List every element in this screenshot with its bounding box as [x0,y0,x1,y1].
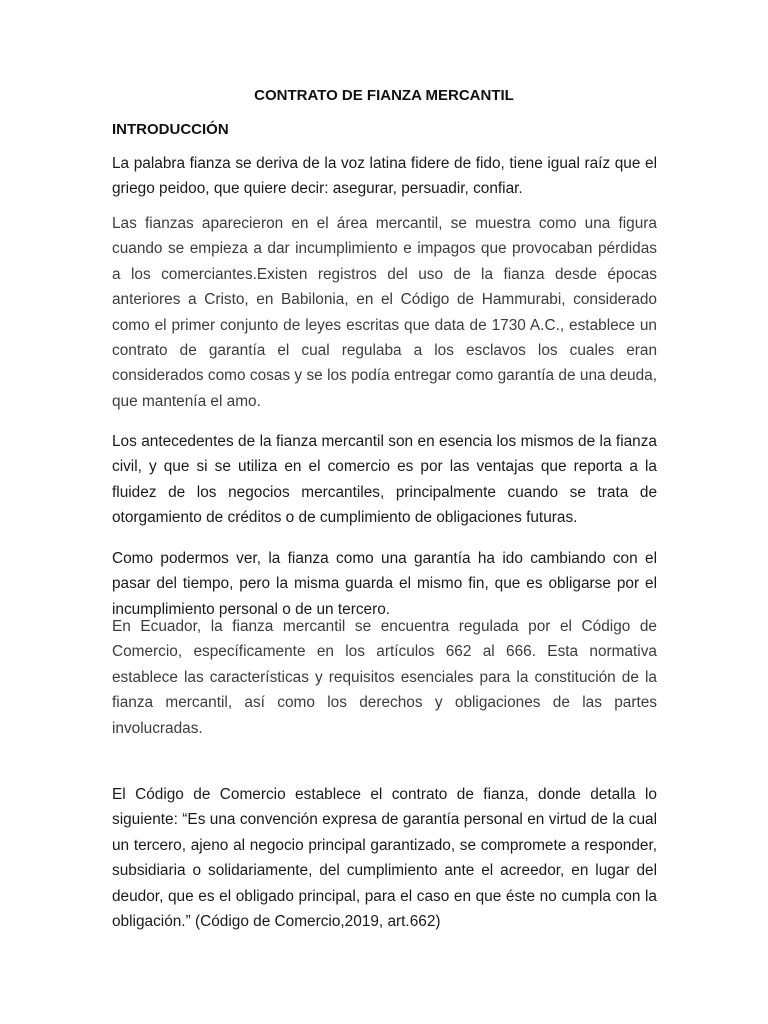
paragraph: Las fianzas aparecieron en el área mercantil, se muestra como una figura cuando se empieza a dar incumplimiento e impagos que provocaban pérdidas a los comerciantes.Existen registros del uso de la fianza desde épocas anteriores a Cristo, en Babilonia, en el Código de Hammurabi, considerado como el primer conjunto de leyes escritas que data de 1730 A.C., establece un contrato de garantía el cual regulaba a los esclavos los cuales eran considerados como cosas y se los podía entregar como garantía de una deuda, que mantenía el amo. [112,215,657,410]
document-title: CONTRATO DE FIANZA MERCANTIL [254,87,514,104]
paragraph: Los antecedentes de la fianza mercantil son en esencia los mismos de la fianza civil, y que si se utiliza en el comercio es por las ventajas que reporta a la fluidez de los negocios mercantiles, principalmente cuando se trata de otorgamiento de créditos o de cumplimiento de obligaciones futuras. [112,433,657,527]
paragraph: En Ecuador, la fianza mercantil se encuentra regulada por el Código de Comercio, específicamente en los artículos 662 al 666. Esta normativa establece las características y requisitos esenciales para la constitución de la fianza mercantil, así como los derechos y obligaciones de las partes involucradas. [112,618,657,737]
section-heading: INTRODUCCIÓN [112,121,229,138]
paragraph: Como podermos ver, la fianza como una garantía ha ido cambiando con el pasar del tiempo, pero la misma guarda el mismo fin, que es obligarse por el incumplimiento personal o de un tercero. [112,550,657,618]
paragraph: La palabra fianza se deriva de la voz latina fidere de fido, tiene igual raíz que el griego peidoo, que quiere decir: asegurar, persuadir, confiar. [112,155,657,198]
paragraph: El Código de Comercio establece el contrato de fianza, donde detalla lo siguiente: “Es una convención expresa de garantía personal en virtud de la cual un tercero, ajeno al negocio principal garantizado, se compromete a responder, subsidiaria o solidariamente, del cumplimiento ante el acreedor, en lugar del deudor, que es el obligado principal, para el caso en que éste no cumpla con la obligación.” (Código de Comercio,2019, art.662) [112,786,657,931]
